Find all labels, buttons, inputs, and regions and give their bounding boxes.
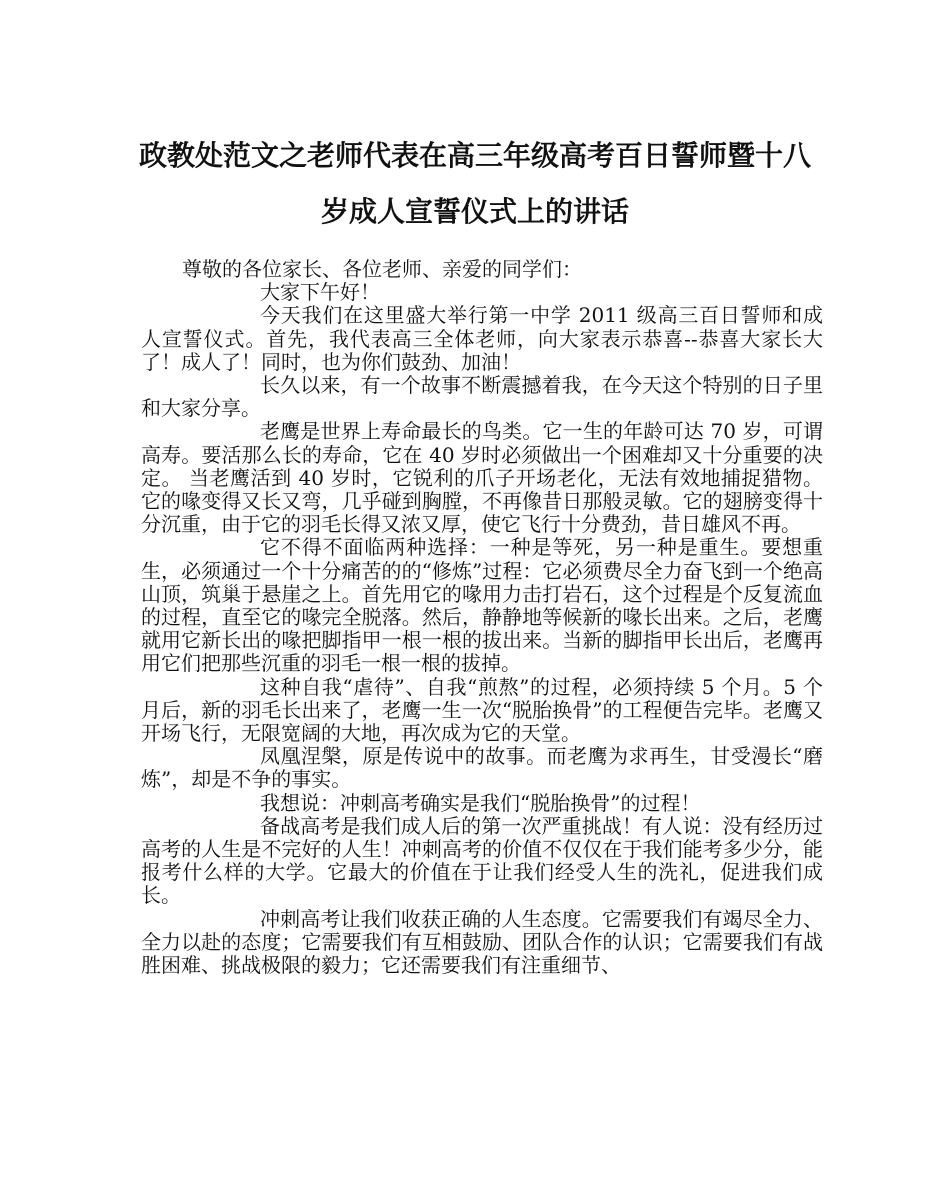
paragraph: 长久以来，有一个故事不断震撼着我，在今天这个特别的日子里和大家分享。 [141, 373, 823, 421]
document-body [141, 258, 823, 977]
paragraph: 凤凰涅槃，原是传说中的故事。而老鹰为求再生，甘受漫长“磨炼”，却是不争的事实。 [141, 744, 823, 792]
salutation: 尊敬的各位家长、各位老师、亲爱的同学们： [182, 257, 582, 281]
paragraph: 大家下午好！ [260, 280, 380, 305]
document-title: 政教处范文之老师代表在高三年级高考百日誓师暨十八岁成人宣誓仪式上的讲话 [138, 139, 811, 228]
paragraph: 今天我们在这里盛大举行第一中学 2011 级高三百日誓师和成人宣誓仪式。首先，我代表高三全体老师，向大家表示恭喜--恭喜大家长大了！成人了！同时，也为你们鼓劲、加油！ [141, 303, 823, 374]
paragraph: 它不得不面临两种选择：一种是等死，另一种是重生。要想重生，必须通过一个十分痛苦的的“修炼”过程：它必须费尽全力奋飞到一个绝高山顶，筑巢于悬崖之上。首先用它的喙用力击打岩石，这个过程是个反复流血的过程，直至它的喙完全脱落。然后，静静地等候新的喙长出来。之后，老鹰就用它新长出的喙把脚指甲一根一根的拔出来。当新的脚指甲长出后，老鹰再用它们把那些沉重的羽毛一根一根的拔掉。 [141, 535, 823, 676]
paragraph: 备战高考是我们成人后的第一次严重挑战！有人说：没有经历过高考的人生是不完好的人生！冲刺高考的价值不仅仅在于我们能考多少分，能报考什么样的大学。它最大的价值在于让我们经受人生的洗礼，促进我们成长。 [141, 813, 823, 908]
paragraph: 我想说：冲刺高考确实是我们“脱胎换骨”的过程！ [260, 790, 701, 815]
paragraph: 老鹰是世界上寿命最长的鸟类。它一生的年龄可达 70 岁，可谓高寿。要活那么长的寿命，它在 40 岁时必须做出一个困难却又十分重要的决定。 当老鹰活到 40 岁时，它锐利的爪子开场老化，无法有效地捕捉猎物。它的喙变得又长又弯，几乎碰到胸膛，不再像昔日那般灵敏。它的翅膀变得十分沉重，由于它的羽毛长得又浓又厚，使它飞行十分费劲，昔日雄风不再。 [141, 419, 823, 537]
paragraph: 冲刺高考让我们收获正确的人生态度。它需要我们有竭尽全力、全力以赴的态度；它需要我们有互相鼓励、团队合作的认识；它需要我们有战胜困难、挑战极限的毅力；它还需要我们有注重细节、 [141, 906, 823, 978]
paragraph: 这种自我“虐待”、自我“煎熬”的过程，必须持续 5 个月。5 个月后，新的羽毛长出来了，老鹰一生一次“脱胎换骨”的工程便告完毕。老鹰又开场飞行，无限宽阔的大地，再次成为它的天堂。 [141, 674, 823, 746]
